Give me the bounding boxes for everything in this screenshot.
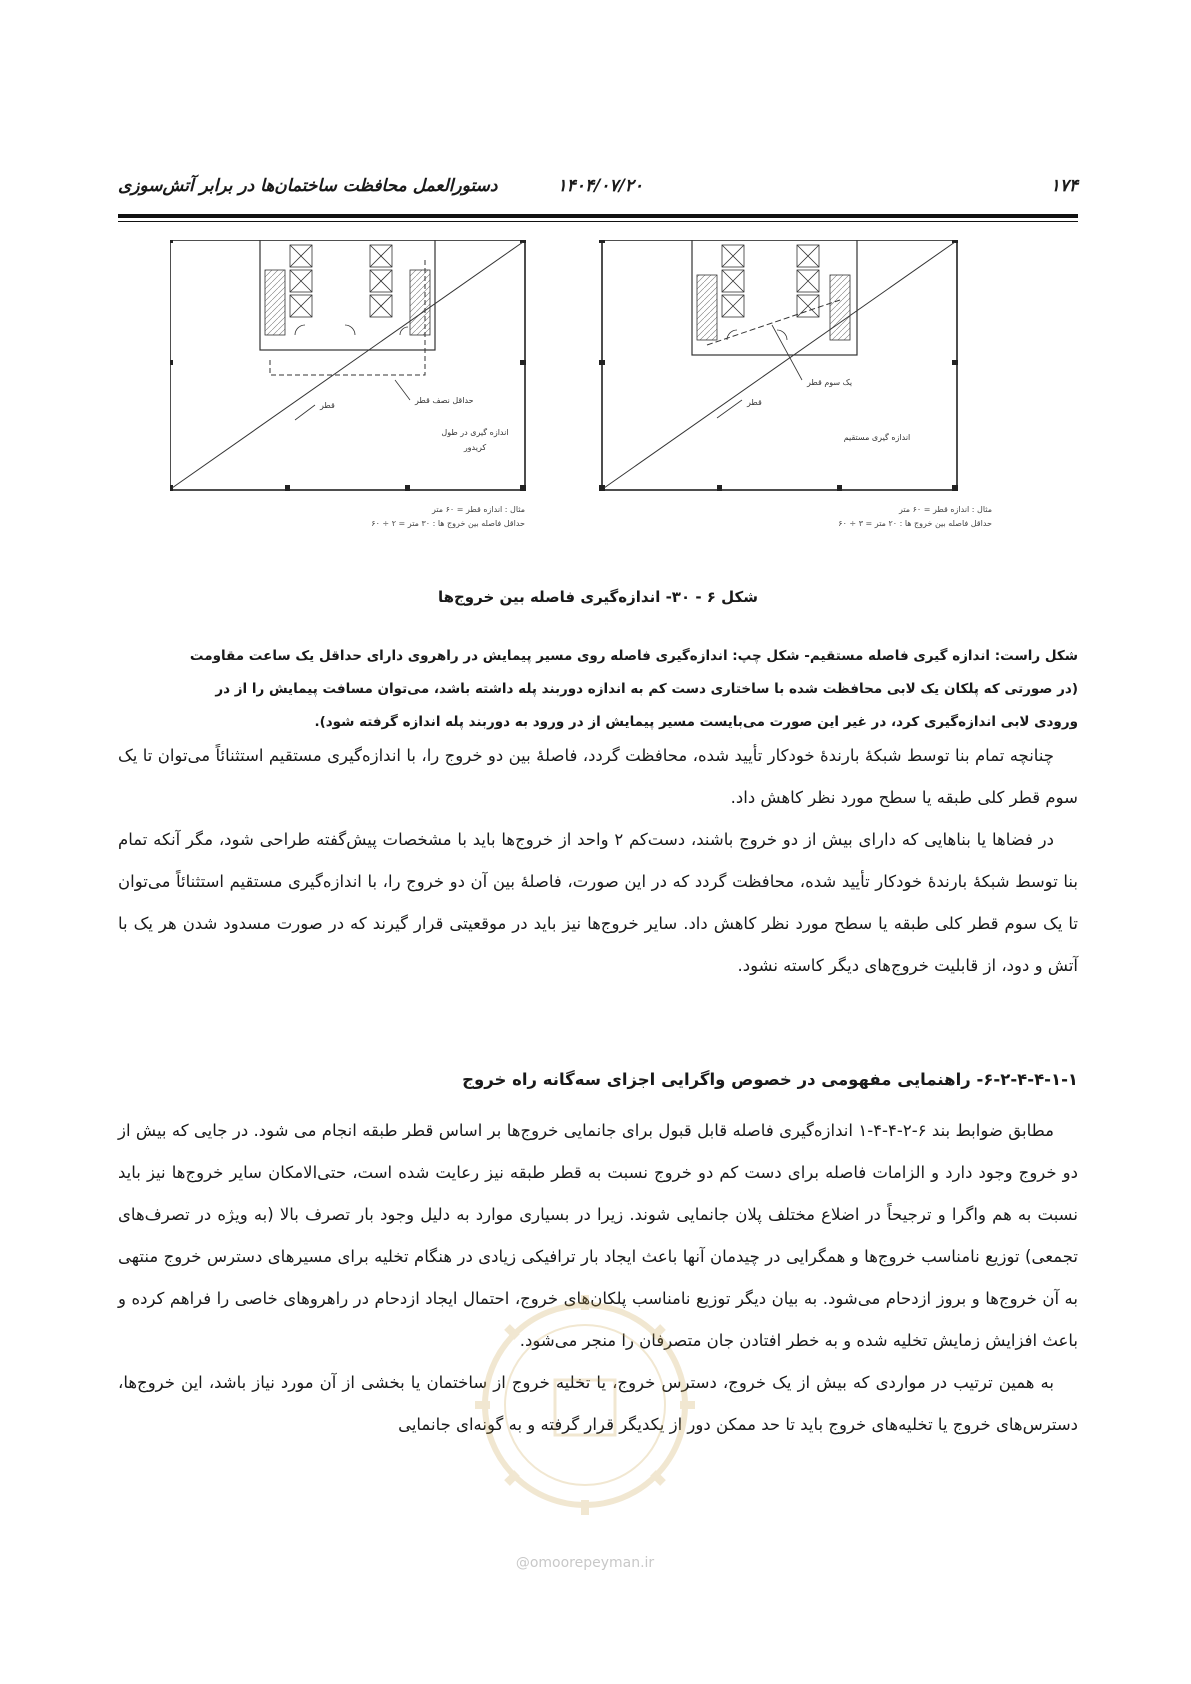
left-example-line-2: حداقل فاصله بین خروج ها : ۳۰ متر = ۲ ÷ ۶۰ (371, 519, 525, 528)
right-example-line-1: مثال : اندازه قطر = ۶۰ متر (898, 505, 992, 514)
corridor-measure-label-1: اندازه گیری در طول (441, 428, 509, 437)
figure-caption: شکل ۶ - ۳۰- اندازه‌گیری فاصله بین خروج‌ها (437, 588, 759, 606)
note-line-1: شکل راست: اندازه گیری فاصله مستقیم- شکل چپ: اندازه‌گیری فاصله روی مسیر پیمایش در راهروی دارای حداقل یک ساعت مقاومت (189, 648, 1078, 664)
paragraph-2: در فضاها یا بناهایی که دارای بیش از دو خروج باشند، دست‌کم ۲ واحد از خروج‌ها باید با مشخصات پیش‌گفته طراحی شود، مگر آنکه تمام بنا توسط شبکهٔ بارندهٔ خودکار تأیید شده، محافظت گردد که در این صورت، فاصلهٔ بین آن دو خروج را، با اندازه‌گیری مستقیم استثنائاً می‌توان تا یک سوم قطر کلی طبقه یا سطح مورد نظر کاهش داد. سایر خروج‌ها نیز باید در موقعیتی قرار گیرند که در صورت مسدود شدن هر یک با آتش و دود، از قابلیت خروج‌های دیگر کاسته نشود. (118, 830, 1078, 975)
corridor-measure-label-2: کریدور (463, 443, 487, 452)
paragraph-block-1 (118, 735, 1078, 987)
right-floor-plan (599, 240, 992, 528)
paragraph-3: مطابق ضوابط بند ۶-۲-۴-۴-۱ اندازه‌گیری فاصله قابل قبول برای جانمایی خروج‌ها بر اساس قطر طبقه انجام می شود. در جایی که بیش از دو خروج وجود دارد و الزامات فاصله برای دست کم دو خروج نسبت به قطر طبقه نیز رعایت شده است، حتی‌الامکان سایر خروج‌ها نیز باید نسبت به هم واگرا و ترجیحاً در اضلاع مختلف پلان جانمایی شوند. زیرا در بسیاری موارد به دلیل وجود بار تصرف بالا (به ویژه در تصرف‌های تجمعی) توزیع نامناسب خروج‌ها و همگرایی در چیدمان آنها باعث ایجاد بار ترافیکی زیادی در هنگام تخلیه برای مسیرهای دسترس خروج منتهی به آن خروج‌ها و بروز ازدحام می‌شود. به بیان دیگر توزیع نامناسب پلکان‌های خروج، احتمال ایجاد ازدحام در راهروهای خاصی را فراهم کرده و باعث افزایش زمایش تخلیه شده و به خطر افتادن جان متصرفان را منجر می‌شود. (118, 1121, 1078, 1350)
exit-distance-figure (170, 240, 1070, 585)
left-floor-plan (170, 240, 526, 528)
third-diagonal-label: یک سوم قطر (807, 378, 853, 387)
page-number: ۱۷۴ (1050, 176, 1078, 196)
paragraph-1: چنانچه تمام بنا توسط شبکهٔ بارندهٔ خودکار تأیید شده، محافظت گردد، فاصلهٔ بین دو خروج را، با اندازه‌گیری مستقیم استثنائاً می‌توان تا یک سوم قطر کلی طبقه یا سطح مورد نظر کاهش داد. (118, 746, 1078, 807)
figure-note (118, 640, 1078, 739)
header-rule-thin (118, 221, 1078, 222)
header-date: ۱۴۰۴/۰۷/۲۰ (557, 176, 643, 196)
direct-measure-label: اندازه گیری مستقیم (843, 433, 911, 442)
half-diagonal-label: حداقل نصف قطر (415, 396, 474, 405)
paragraph-4: به همین ترتیب در مواردی که بیش از یک خروج، دسترس خروج، یا تخلیه خروج از ساختمان یا بخشی از آن مورد نیاز باشد، این خروج‌ها، دسترس‌های خروج یا تخلیه‌های خروج باید تا حد ممکن دور از یکدیگر قرار گرفته و به گونه‌ای جانمایی (118, 1373, 1078, 1434)
note-line-3: ورودی لابی اندازه‌گیری کرد، در غیر این صورت می‌بایست مسیر پیمایش از در ورود به دوربند پله اندازه گرفته شود). (314, 714, 1078, 730)
note-line-2: (در صورتی که پلکان یک لابی محافظت شده با ساختاری دست کم به اندازه دوربند پله داشته باشد، می‌توان مسافت پیمایش را از در (215, 681, 1078, 697)
watermark-logo (470, 1290, 700, 1520)
header-rule-thick (118, 214, 1078, 218)
watermark-site: @omoorepeyman.ir (515, 1555, 655, 1571)
left-example-line-1: مثال : اندازه قطر = ۶۰ متر (431, 505, 525, 514)
page-header (118, 176, 1078, 206)
section-heading: ۶-۲-۴-۴-۱-۱- راهنمایی مفهومی در خصوص واگرایی اجزای سه‌گانه راه خروج (462, 1070, 1078, 1089)
book-title: دستورالعمل محافظت ساختمان‌ها در برابر آتش‌سوزی (118, 176, 498, 196)
left-diagonal-label: قطر (320, 401, 335, 410)
right-diagonal-label: قطر (747, 398, 762, 407)
right-example-line-2: حداقل فاصله بین خروج ها : ۲۰ متر = ۳ ÷ ۶۰ (838, 519, 992, 528)
